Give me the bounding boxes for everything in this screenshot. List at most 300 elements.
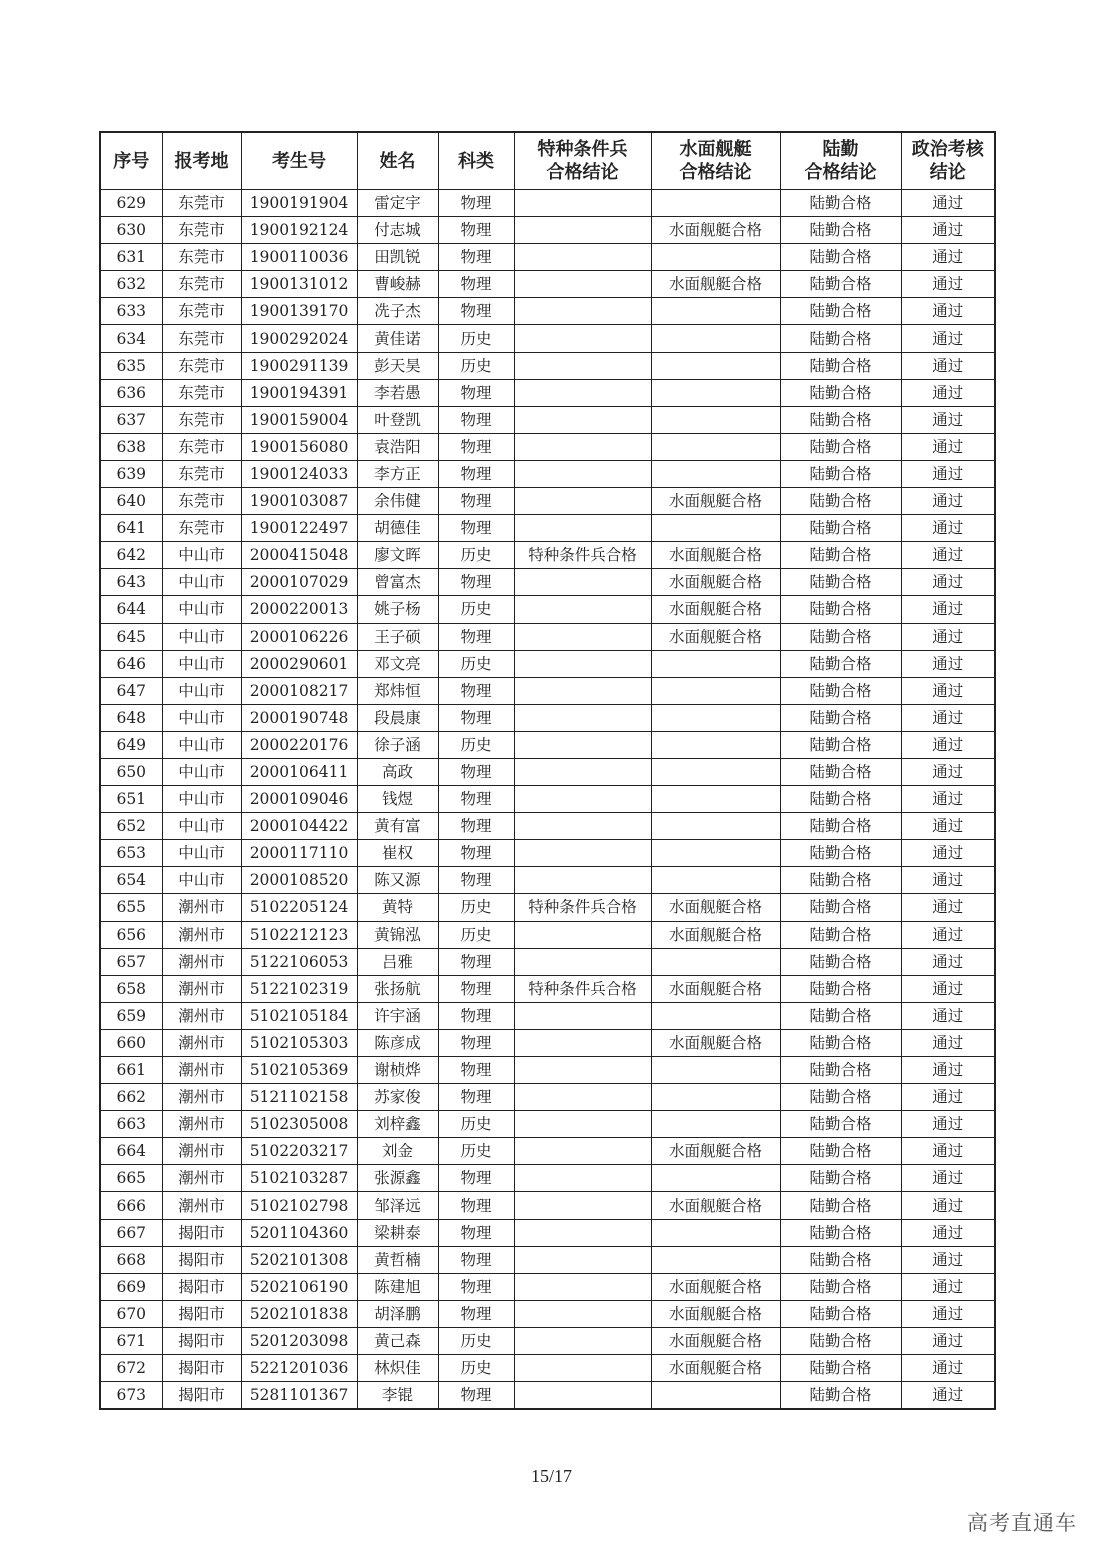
cell-navy: 水面舰艇合格 (651, 271, 780, 298)
cell-exam-no: 2000220176 (241, 731, 357, 758)
cell-special (514, 650, 651, 677)
table-row (100, 704, 995, 731)
cell-navy (651, 650, 780, 677)
cell-ground: 陆勤合格 (780, 1327, 901, 1354)
cell-ground: 陆勤合格 (780, 406, 901, 433)
table-row (100, 271, 995, 298)
cell-political: 通过 (901, 352, 995, 379)
cell-exam-no: 1900103087 (241, 488, 357, 515)
table-row (100, 1002, 995, 1029)
cell-exam-no: 5122106053 (241, 948, 357, 975)
cell-political: 通过 (901, 217, 995, 244)
cell-seq: 665 (100, 1165, 162, 1192)
cell-ground: 陆勤合格 (780, 1192, 901, 1219)
header-navy: 水面舰艇 合格结论 (651, 132, 780, 190)
cell-seq: 657 (100, 948, 162, 975)
cell-seq: 644 (100, 596, 162, 623)
cell-political: 通过 (901, 1165, 995, 1192)
cell-subject: 物理 (438, 840, 514, 867)
cell-city: 潮州市 (162, 948, 241, 975)
cell-name: 张源鑫 (357, 1165, 438, 1192)
cell-name: 廖文晖 (357, 542, 438, 569)
cell-city: 潮州市 (162, 1192, 241, 1219)
cell-city: 揭阳市 (162, 1300, 241, 1327)
cell-seq: 646 (100, 650, 162, 677)
cell-political: 通过 (901, 840, 995, 867)
cell-political: 通过 (901, 786, 995, 813)
cell-special (514, 1165, 651, 1192)
cell-ground: 陆勤合格 (780, 1246, 901, 1273)
cell-seq: 636 (100, 379, 162, 406)
cell-political: 通过 (901, 488, 995, 515)
cell-special (514, 1138, 651, 1165)
cell-special (514, 786, 651, 813)
cell-city: 潮州市 (162, 1002, 241, 1029)
cell-special (514, 677, 651, 704)
cell-subject: 物理 (438, 623, 514, 650)
cell-city: 东莞市 (162, 515, 241, 542)
cell-navy (651, 352, 780, 379)
table-row (100, 758, 995, 785)
cell-city: 东莞市 (162, 244, 241, 271)
table-row (100, 1273, 995, 1300)
cell-subject: 物理 (438, 1002, 514, 1029)
table-row (100, 840, 995, 867)
cell-seq: 656 (100, 921, 162, 948)
cell-name: 叶登凯 (357, 406, 438, 433)
cell-city: 揭阳市 (162, 1219, 241, 1246)
cell-special (514, 1273, 651, 1300)
cell-ground: 陆勤合格 (780, 1300, 901, 1327)
cell-city: 揭阳市 (162, 1382, 241, 1410)
cell-special (514, 623, 651, 650)
cell-exam-no: 5281101367 (241, 1382, 357, 1410)
cell-political: 通过 (901, 433, 995, 460)
cell-navy: 水面舰艇合格 (651, 1192, 780, 1219)
cell-exam-no: 5102205124 (241, 894, 357, 921)
cell-city: 中山市 (162, 867, 241, 894)
cell-exam-no: 1900156080 (241, 433, 357, 460)
cell-navy: 水面舰艇合格 (651, 596, 780, 623)
cell-city: 潮州市 (162, 975, 241, 1002)
cell-special (514, 813, 651, 840)
cell-political: 通过 (901, 894, 995, 921)
cell-subject: 历史 (438, 1327, 514, 1354)
cell-name: 胡德佳 (357, 515, 438, 542)
table-row (100, 217, 995, 244)
cell-political: 通过 (901, 677, 995, 704)
cell-special: 特种条件兵合格 (514, 975, 651, 1002)
cell-city: 东莞市 (162, 190, 241, 217)
cell-ground: 陆勤合格 (780, 1355, 901, 1382)
cell-political: 通过 (901, 1273, 995, 1300)
cell-exam-no: 1900122497 (241, 515, 357, 542)
header-subject: 科类 (438, 132, 514, 190)
watermark-logo: 高考直通车 (967, 1511, 1077, 1535)
cell-exam-no: 5201104360 (241, 1219, 357, 1246)
table-row (100, 433, 995, 460)
cell-seq: 634 (100, 325, 162, 352)
cell-ground: 陆勤合格 (780, 244, 901, 271)
cell-name: 陈彦成 (357, 1029, 438, 1056)
cell-ground: 陆勤合格 (780, 271, 901, 298)
cell-exam-no: 2000220013 (241, 596, 357, 623)
cell-ground: 陆勤合格 (780, 1219, 901, 1246)
table-row (100, 515, 995, 542)
cell-special (514, 460, 651, 487)
cell-navy (651, 1219, 780, 1246)
cell-ground: 陆勤合格 (780, 786, 901, 813)
cell-ground: 陆勤合格 (780, 867, 901, 894)
cell-political: 通过 (901, 704, 995, 731)
table-row (100, 1219, 995, 1246)
cell-ground: 陆勤合格 (780, 569, 901, 596)
cell-seq: 651 (100, 786, 162, 813)
cell-city: 中山市 (162, 569, 241, 596)
cell-city: 中山市 (162, 623, 241, 650)
cell-navy (651, 406, 780, 433)
cell-subject: 物理 (438, 1219, 514, 1246)
cell-political: 通过 (901, 1382, 995, 1410)
cell-subject: 物理 (438, 406, 514, 433)
cell-city: 东莞市 (162, 271, 241, 298)
cell-navy (651, 1382, 780, 1410)
cell-seq: 673 (100, 1382, 162, 1410)
cell-navy (651, 731, 780, 758)
cell-exam-no: 2000290601 (241, 650, 357, 677)
cell-navy (651, 460, 780, 487)
header-city: 报考地 (162, 132, 241, 190)
cell-seq: 642 (100, 542, 162, 569)
cell-special (514, 1002, 651, 1029)
cell-ground: 陆勤合格 (780, 217, 901, 244)
cell-navy (651, 704, 780, 731)
cell-special (514, 1300, 651, 1327)
cell-subject: 历史 (438, 1355, 514, 1382)
header-exam-no: 考生号 (241, 132, 357, 190)
table-row (100, 894, 995, 921)
cell-subject: 物理 (438, 515, 514, 542)
cell-subject: 历史 (438, 542, 514, 569)
table-row (100, 1300, 995, 1327)
table-row (100, 596, 995, 623)
cell-ground: 陆勤合格 (780, 894, 901, 921)
cell-seq: 669 (100, 1273, 162, 1300)
cell-exam-no: 1900124033 (241, 460, 357, 487)
table-row (100, 379, 995, 406)
cell-navy: 水面舰艇合格 (651, 894, 780, 921)
table-header-row (100, 132, 995, 190)
cell-exam-no: 2000117110 (241, 840, 357, 867)
cell-special (514, 948, 651, 975)
cell-political: 通过 (901, 460, 995, 487)
cell-name: 雷定宇 (357, 190, 438, 217)
cell-political: 通过 (901, 948, 995, 975)
cell-exam-no: 5102203217 (241, 1138, 357, 1165)
cell-name: 张扬航 (357, 975, 438, 1002)
cell-ground: 陆勤合格 (780, 515, 901, 542)
table-row (100, 325, 995, 352)
cell-name: 黄特 (357, 894, 438, 921)
cell-subject: 历史 (438, 731, 514, 758)
cell-ground: 陆勤合格 (780, 298, 901, 325)
cell-seq: 638 (100, 433, 162, 460)
cell-subject: 物理 (438, 244, 514, 271)
cell-special (514, 298, 651, 325)
cell-political: 通过 (901, 515, 995, 542)
table-row (100, 1192, 995, 1219)
cell-subject: 历史 (438, 325, 514, 352)
cell-special (514, 596, 651, 623)
cell-exam-no: 2000415048 (241, 542, 357, 569)
cell-political: 通过 (901, 921, 995, 948)
cell-subject: 物理 (438, 569, 514, 596)
cell-political: 通过 (901, 244, 995, 271)
cell-political: 通过 (901, 1192, 995, 1219)
cell-ground: 陆勤合格 (780, 1111, 901, 1138)
table-row (100, 1165, 995, 1192)
cell-name: 苏家俊 (357, 1084, 438, 1111)
cell-political: 通过 (901, 190, 995, 217)
cell-political: 通过 (901, 813, 995, 840)
cell-ground: 陆勤合格 (780, 352, 901, 379)
cell-city: 潮州市 (162, 1111, 241, 1138)
cell-special (514, 433, 651, 460)
cell-city: 潮州市 (162, 1057, 241, 1084)
header-seq: 序号 (100, 132, 162, 190)
cell-name: 钱煜 (357, 786, 438, 813)
cell-political: 通过 (901, 1219, 995, 1246)
cell-name: 李方正 (357, 460, 438, 487)
table-row (100, 1382, 995, 1410)
cell-political: 通过 (901, 731, 995, 758)
cell-navy: 水面舰艇合格 (651, 488, 780, 515)
cell-name: 黄锦泓 (357, 921, 438, 948)
cell-navy (651, 1002, 780, 1029)
cell-navy (651, 948, 780, 975)
cell-seq: 631 (100, 244, 162, 271)
cell-subject: 物理 (438, 1300, 514, 1327)
cell-ground: 陆勤合格 (780, 325, 901, 352)
cell-seq: 643 (100, 569, 162, 596)
cell-special (514, 731, 651, 758)
cell-ground: 陆勤合格 (780, 460, 901, 487)
cell-exam-no: 2000108217 (241, 677, 357, 704)
cell-special (514, 1219, 651, 1246)
cell-name: 郑炜恒 (357, 677, 438, 704)
cell-navy: 水面舰艇合格 (651, 217, 780, 244)
cell-subject: 历史 (438, 596, 514, 623)
cell-ground: 陆勤合格 (780, 488, 901, 515)
cell-political: 通过 (901, 569, 995, 596)
cell-seq: 645 (100, 623, 162, 650)
table-body (100, 190, 995, 1410)
cell-exam-no: 5202101838 (241, 1300, 357, 1327)
cell-subject: 物理 (438, 1273, 514, 1300)
cell-subject: 物理 (438, 948, 514, 975)
cell-city: 中山市 (162, 650, 241, 677)
cell-navy (651, 840, 780, 867)
cell-city: 东莞市 (162, 406, 241, 433)
cell-subject: 物理 (438, 190, 514, 217)
cell-city: 东莞市 (162, 433, 241, 460)
cell-ground: 陆勤合格 (780, 433, 901, 460)
cell-seq: 661 (100, 1057, 162, 1084)
cell-ground: 陆勤合格 (780, 596, 901, 623)
table-row (100, 190, 995, 217)
cell-name: 田凯锐 (357, 244, 438, 271)
cell-special (514, 244, 651, 271)
cell-name: 梁耕泰 (357, 1219, 438, 1246)
cell-seq: 662 (100, 1084, 162, 1111)
cell-navy: 水面舰艇合格 (651, 1029, 780, 1056)
cell-special (514, 217, 651, 244)
cell-city: 中山市 (162, 542, 241, 569)
table-row (100, 1355, 995, 1382)
cell-ground: 陆勤合格 (780, 379, 901, 406)
cell-subject: 物理 (438, 813, 514, 840)
cell-subject: 物理 (438, 1029, 514, 1056)
cell-city: 揭阳市 (162, 1273, 241, 1300)
cell-city: 东莞市 (162, 325, 241, 352)
cell-exam-no: 1900159004 (241, 406, 357, 433)
cell-navy (651, 1246, 780, 1273)
cell-subject: 物理 (438, 379, 514, 406)
cell-name: 胡泽鹏 (357, 1300, 438, 1327)
cell-special (514, 1355, 651, 1382)
cell-special (514, 1192, 651, 1219)
table-row (100, 975, 995, 1002)
cell-ground: 陆勤合格 (780, 731, 901, 758)
cell-subject: 物理 (438, 758, 514, 785)
cell-name: 冼子杰 (357, 298, 438, 325)
cell-name: 刘梓鑫 (357, 1111, 438, 1138)
cell-subject: 物理 (438, 677, 514, 704)
cell-political: 通过 (901, 542, 995, 569)
cell-special: 特种条件兵合格 (514, 542, 651, 569)
cell-city: 潮州市 (162, 1029, 241, 1056)
cell-exam-no: 1900131012 (241, 271, 357, 298)
cell-subject: 历史 (438, 1138, 514, 1165)
cell-special (514, 569, 651, 596)
cell-special (514, 1029, 651, 1056)
cell-ground: 陆勤合格 (780, 650, 901, 677)
cell-navy (651, 813, 780, 840)
cell-exam-no: 5102105184 (241, 1002, 357, 1029)
cell-name: 李锟 (357, 1382, 438, 1410)
cell-special (514, 1382, 651, 1410)
cell-exam-no: 1900292024 (241, 325, 357, 352)
cell-seq: 666 (100, 1192, 162, 1219)
cell-seq: 663 (100, 1111, 162, 1138)
cell-exam-no: 1900191904 (241, 190, 357, 217)
cell-subject: 物理 (438, 298, 514, 325)
cell-ground: 陆勤合格 (780, 948, 901, 975)
cell-special (514, 1246, 651, 1273)
cell-ground: 陆勤合格 (780, 921, 901, 948)
cell-exam-no: 5202101308 (241, 1246, 357, 1273)
cell-ground: 陆勤合格 (780, 1138, 901, 1165)
cell-name: 陈又源 (357, 867, 438, 894)
cell-subject: 物理 (438, 1192, 514, 1219)
cell-city: 东莞市 (162, 298, 241, 325)
table-row (100, 298, 995, 325)
cell-subject: 物理 (438, 867, 514, 894)
cell-navy: 水面舰艇合格 (651, 1300, 780, 1327)
cell-political: 通过 (901, 975, 995, 1002)
cell-special (514, 921, 651, 948)
cell-special (514, 1111, 651, 1138)
cell-city: 东莞市 (162, 460, 241, 487)
cell-exam-no: 2000190748 (241, 704, 357, 731)
cell-seq: 658 (100, 975, 162, 1002)
cell-exam-no: 2000107029 (241, 569, 357, 596)
cell-subject: 物理 (438, 488, 514, 515)
cell-city: 揭阳市 (162, 1327, 241, 1354)
results-table (99, 131, 996, 1410)
cell-special (514, 1084, 651, 1111)
cell-political: 通过 (901, 379, 995, 406)
cell-navy (651, 1057, 780, 1084)
cell-navy: 水面舰艇合格 (651, 1355, 780, 1382)
cell-exam-no: 5201203098 (241, 1327, 357, 1354)
cell-special (514, 379, 651, 406)
cell-subject: 物理 (438, 1165, 514, 1192)
cell-navy (651, 867, 780, 894)
cell-seq: 652 (100, 813, 162, 840)
cell-navy: 水面舰艇合格 (651, 569, 780, 596)
table-row (100, 677, 995, 704)
cell-exam-no: 1900291139 (241, 352, 357, 379)
cell-special (514, 867, 651, 894)
table-row (100, 1327, 995, 1354)
cell-exam-no: 5102305008 (241, 1111, 357, 1138)
cell-seq: 667 (100, 1219, 162, 1246)
cell-exam-no: 2000104422 (241, 813, 357, 840)
cell-navy (651, 1084, 780, 1111)
table-row (100, 352, 995, 379)
cell-city: 东莞市 (162, 352, 241, 379)
cell-name: 崔权 (357, 840, 438, 867)
cell-exam-no: 2000106411 (241, 758, 357, 785)
cell-city: 潮州市 (162, 1165, 241, 1192)
cell-seq: 670 (100, 1300, 162, 1327)
cell-subject: 物理 (438, 704, 514, 731)
table-row (100, 813, 995, 840)
cell-exam-no: 2000108520 (241, 867, 357, 894)
cell-ground: 陆勤合格 (780, 975, 901, 1002)
cell-name: 黄己森 (357, 1327, 438, 1354)
cell-subject: 物理 (438, 1057, 514, 1084)
cell-subject: 物理 (438, 786, 514, 813)
cell-navy: 水面舰艇合格 (651, 542, 780, 569)
cell-navy (651, 325, 780, 352)
cell-seq: 671 (100, 1327, 162, 1354)
cell-city: 中山市 (162, 596, 241, 623)
cell-navy (651, 379, 780, 406)
cell-navy (651, 515, 780, 542)
cell-name: 刘金 (357, 1138, 438, 1165)
cell-name: 付志城 (357, 217, 438, 244)
cell-political: 通过 (901, 298, 995, 325)
cell-seq: 641 (100, 515, 162, 542)
cell-city: 中山市 (162, 758, 241, 785)
cell-city: 潮州市 (162, 1084, 241, 1111)
cell-ground: 陆勤合格 (780, 1273, 901, 1300)
cell-city: 潮州市 (162, 894, 241, 921)
cell-ground: 陆勤合格 (780, 1382, 901, 1410)
header-special: 特种条件兵 合格结论 (514, 132, 651, 190)
